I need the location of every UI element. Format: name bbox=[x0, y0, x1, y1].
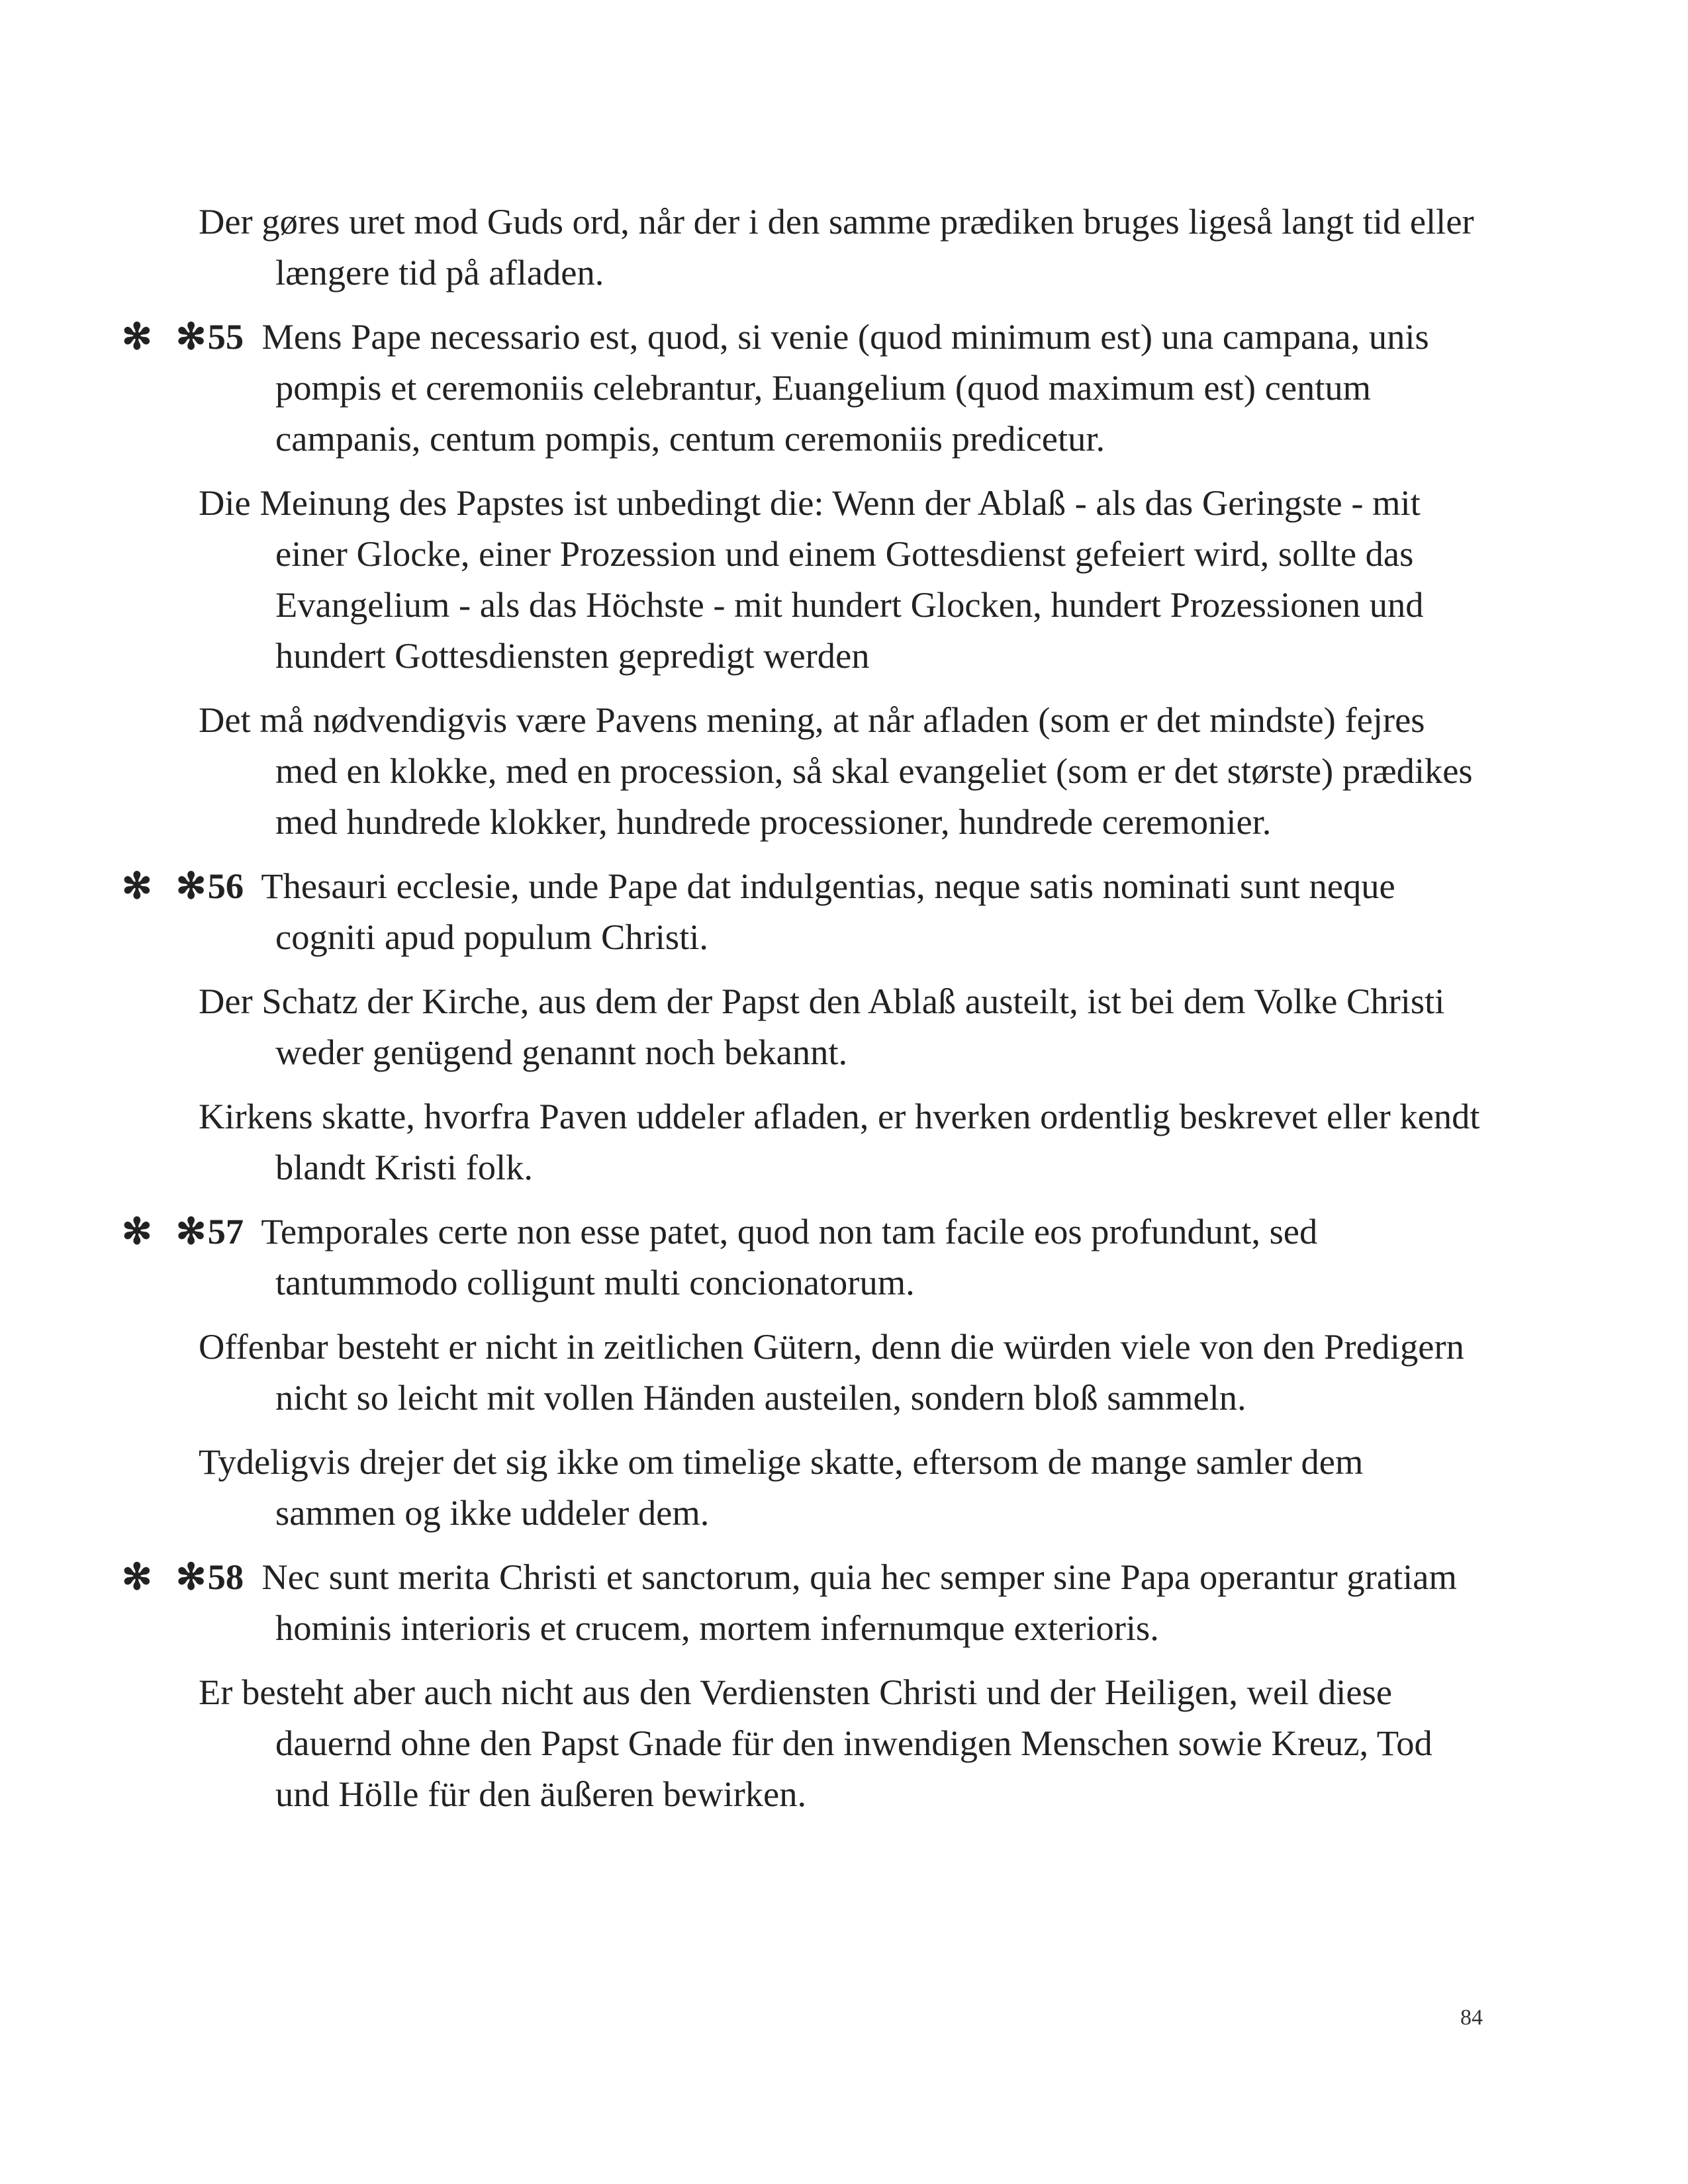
thesis-55-latin bbox=[122, 311, 1483, 464]
thesis-marker: ✻ 55 ✻ bbox=[122, 316, 244, 357]
paragraph-text: Det må nødvendigvis være Pavens mening, at når afladen (som er det mindste) fejres med en klokke, med en procession, så skal evangeliet (som er det største) prædikes med hundrede klokker, hundrede processioner, hundrede ceremonier. bbox=[199, 700, 1473, 842]
paragraph-text: Der Schatz der Kirche, aus dem der Papst den Ablaß austeilt, ist bei dem Volke Christi weder genügend genannt noch bekannt. bbox=[199, 981, 1445, 1072]
paragraph-text: Kirkens skatte, hvorfra Paven uddeler afladen, er hverken ordentlig beskrevet eller kendt blandt Kristi folk. bbox=[199, 1096, 1480, 1187]
paragraph-text: Mens Pape necessario est, quod, si venie (quod minimum est) una campana, unis pompis et ceremoniis celebrantur, Euangelium (quod maximum est) centum campanis, centum pompis, centum ceremoniis predicetur. bbox=[261, 316, 1429, 459]
paragraph-text: Der gøres uret mod Guds ord, når der i den samme prædiken bruges ligeså langt tid eller længere tid på afladen. bbox=[199, 201, 1474, 293]
thesis-57-latin bbox=[122, 1206, 1483, 1308]
thesis-number: 55 bbox=[207, 316, 244, 357]
page-body bbox=[122, 196, 1483, 1833]
paragraph-text: Temporales certe non esse patet, quod non tam facile eos profundunt, sed tantummodo colligunt multi concionatorum. bbox=[261, 1211, 1318, 1302]
paragraph-text: Thesauri ecclesie, unde Pape dat indulgentias, neque satis nominati sunt neque cogniti apud populum Christi. bbox=[261, 866, 1395, 957]
danish-translation-paragraph bbox=[199, 694, 1483, 847]
paragraph-text: Er besteht aber auch nicht aus den Verdiensten Christi und der Heiligen, weil diese dauernd ohne den Papst Gnade für den inwendigen Menschen sowie Kreuz, Tod und Hölle für den äußeren bewirken. bbox=[199, 1672, 1432, 1814]
paragraph-text: Offenbar besteht er nicht in zeitlichen Gütern, denn die würden viele von den Predigern nicht so leicht mit vollen Händen austeilen, sondern bloß sammeln. bbox=[199, 1326, 1464, 1418]
danish-translation-paragraph bbox=[199, 196, 1483, 298]
thesis-number: 57 bbox=[207, 1211, 244, 1251]
thesis-marker: ✻ 58 ✻ bbox=[122, 1557, 244, 1597]
thesis-58-latin bbox=[122, 1551, 1483, 1653]
paragraph-text: Tydeligvis drejer det sig ikke om timelige skatte, eftersom de mange samler dem sammen og ikke uddeler dem. bbox=[199, 1441, 1364, 1533]
german-translation-paragraph bbox=[199, 1666, 1483, 1819]
danish-translation-paragraph bbox=[199, 1436, 1483, 1538]
page-number: 84 bbox=[1460, 2005, 1483, 2030]
danish-translation-paragraph bbox=[199, 1091, 1483, 1193]
german-translation-paragraph bbox=[199, 477, 1483, 681]
thesis-marker: ✻ 56 ✻ bbox=[122, 866, 244, 906]
german-translation-paragraph bbox=[199, 976, 1483, 1077]
thesis-number: 56 bbox=[207, 866, 244, 906]
thesis-56-latin bbox=[122, 860, 1483, 962]
thesis-marker: ✻ 57 ✻ bbox=[122, 1211, 244, 1251]
german-translation-paragraph bbox=[199, 1321, 1483, 1423]
paragraph-text: Nec sunt merita Christi et sanctorum, quia hec semper sine Papa operantur gratiam hominis interioris et crucem, mortem infernumque exterioris. bbox=[261, 1557, 1457, 1648]
paragraph-text: Die Meinung des Papstes ist unbedingt die: Wenn der Ablaß - als das Geringste - mit einer Glocke, einer Prozession und einem Gottesdienst gefeiert wird, sollte das Evangelium - als das Höchste - mit hundert Glocken, hundert Prozessionen und hundert Gottesdiensten gepredigt werden bbox=[199, 482, 1424, 676]
thesis-number: 58 bbox=[207, 1557, 244, 1597]
